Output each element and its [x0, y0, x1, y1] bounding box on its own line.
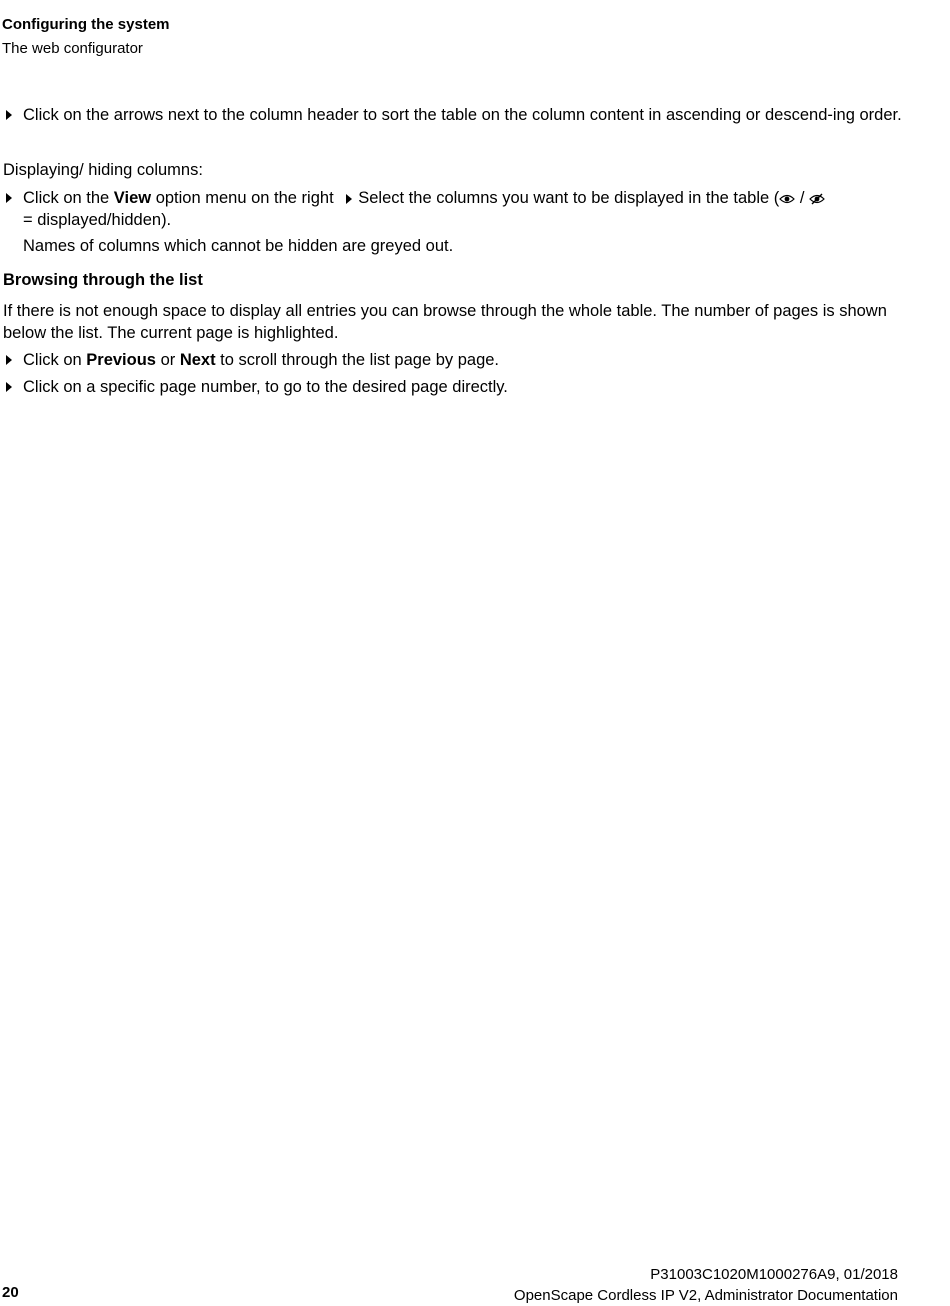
displaying-label: Displaying/ hiding columns: — [3, 161, 203, 179]
browse-paragraph: If there is not enough space to display all entries you can browse through the whole table. The number of pages is shown below the list. The current page is highlighted. — [3, 302, 887, 342]
section-title: Configuring the system — [2, 16, 170, 33]
doc-id: P31003C1020M1000276A9, 01/2018 — [650, 1266, 898, 1283]
subsection-title: The web configurator — [2, 40, 143, 57]
browse-heading: Browsing through the list — [3, 271, 203, 289]
bullet-view — [3, 187, 923, 231]
bullet-arrow-icon — [6, 110, 12, 120]
bullet-view-end: = displayed/hidden). — [23, 211, 172, 229]
page-header — [2, 15, 170, 58]
bullet-view-mid: option menu on the right — [151, 189, 339, 207]
previous-label: Previous — [86, 351, 156, 369]
eye-icon — [779, 193, 795, 205]
bullet-prev-next-mid: or — [155, 351, 180, 369]
bullet-prev-next-pre: Click on — [23, 351, 87, 369]
bullet-page-number-text: Click on a specific page number, to go to the desired page directly. — [23, 378, 508, 396]
bullet-arrow-icon — [6, 193, 12, 203]
page-number: 20 — [2, 1284, 19, 1301]
bullet-arrow-icon — [6, 382, 12, 392]
view-menu-label: View — [113, 189, 152, 207]
bullet-page-number — [3, 376, 923, 398]
eye-hidden-icon — [809, 193, 825, 205]
doc-title: OpenScape Cordless IP V2, Administrator Documentation — [513, 1287, 898, 1304]
footer-info — [514, 1264, 898, 1306]
bullet-view-slash: / — [795, 189, 809, 207]
bullet-prev-next — [3, 349, 923, 371]
next-label: Next — [179, 351, 216, 369]
bullet-view-pre: Click on the — [23, 189, 114, 207]
bullet-sort-text: Click on the arrows next to the column header to sort the table on the column content in ascending or descend-ing order. — [23, 106, 902, 124]
bullet-sort — [3, 104, 903, 126]
bullet-prev-next-post: to scroll through the list page by page. — [215, 351, 500, 369]
step-arrow-icon — [346, 194, 352, 204]
greyed-out-note: Names of columns which cannot be hidden are greyed out. — [23, 237, 454, 255]
bullet-view-post: Select the columns you want to be displayed in the table ( — [358, 189, 780, 207]
bullet-arrow-icon — [6, 355, 12, 365]
